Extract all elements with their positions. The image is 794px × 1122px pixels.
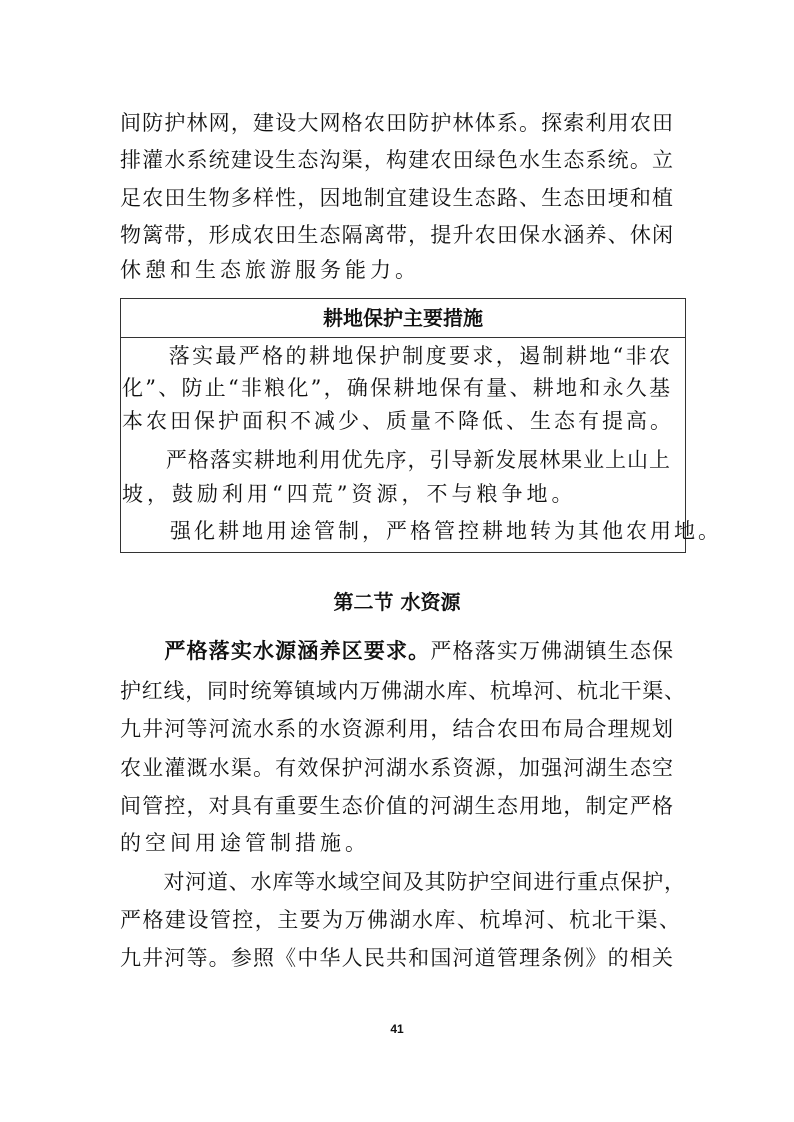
body-line: 严格建设管控，主要为万佛湖水库、杭埠河、杭北干渠、 [120,908,680,932]
body-line: 农业灌溉水渠。有效保护河湖水系资源，加强河湖生态空 [120,756,673,780]
body-line: 的空间用途管制措施。 [120,831,370,855]
body-line: 对河道、水库等水域空间及其防护空间进行重点保护， [120,870,685,894]
box-line: 严格落实耕地利用优先序，引导新发展林果业上山上 [122,448,670,472]
body-line: 间管控，对具有重要生态价值的河湖生态用地，制定严格 [120,794,673,818]
bold-lead: 严格落实水源涵养区要求。 [164,638,431,663]
body-line: 足农田生物多样性，因地制宜建设生态路、生态田埂和植 [120,186,673,210]
body-line: 间防护林网，建设大网格农田防护林体系。探索利用农田 [120,111,673,135]
body-line: 物篱带，形成农田生态隔离带，提升农田保水涵养、休闲 [120,223,673,247]
box-line: 本农田保护面积不减少、质量不降低、生态有提高。 [122,409,674,433]
section-title: 第二节 水资源 [333,590,461,614]
body-line: 排灌水系统建设生态沟渠，构建农田绿色水生态系统。立 [120,148,673,172]
box-title: 耕地保护主要措施 [323,306,483,330]
divider [121,337,685,338]
body-line: 九井河等。参照《中华人民共和国河道管理条例》的相关 [120,946,673,970]
body-line: 休憩和生态旅游服务能力。 [120,258,420,282]
page-number: 41 [390,1022,404,1036]
box-line: 强化耕地用途管制，严格管控耕地转为其他农用地。 [122,519,722,543]
body-line: 九井河等河流水系的水资源利用，结合农田布局合理规划 [120,717,673,741]
line-rest: 严格落实万佛湖镇生态保 [430,639,674,663]
box-line: 化”、防止“非粮化”，确保耕地保有量、耕地和永久基 [122,376,670,400]
box-line: 坡，鼓励利用“四荒”资源，不与粮争地。 [122,482,577,506]
body-line [120,636,673,666]
box-line: 落实最严格的耕地保护制度要求，遏制耕地“非农 [122,344,670,368]
body-line: 护红线，同时统筹镇域内万佛湖水库、杭埠河、杭北干渠、 [120,679,685,703]
